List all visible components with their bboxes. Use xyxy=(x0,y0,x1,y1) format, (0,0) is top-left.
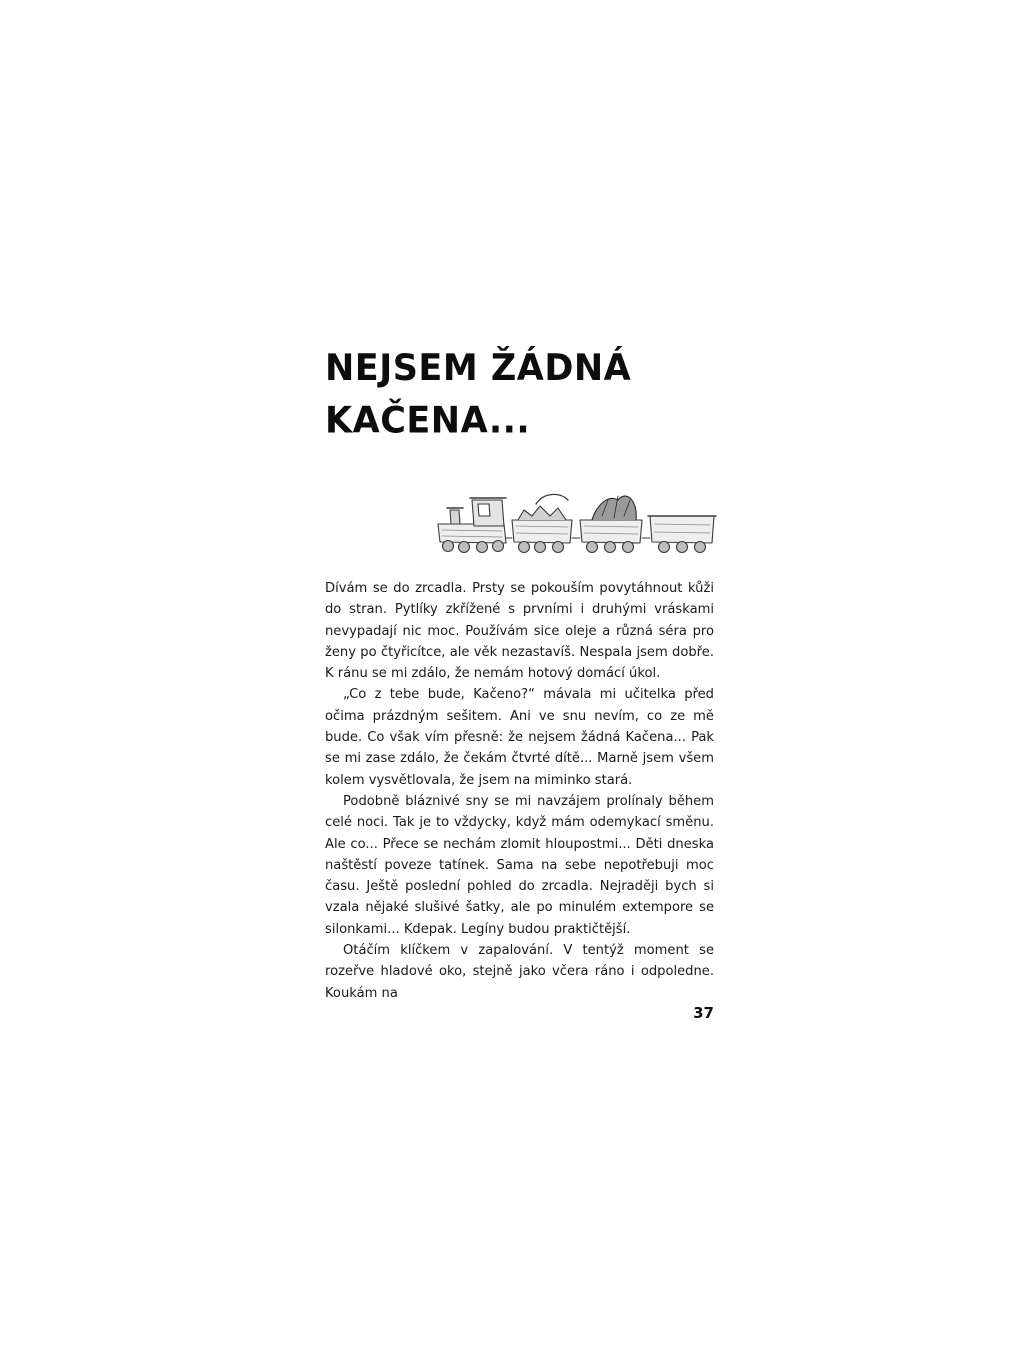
chapter-title-line-2: KAČENA... xyxy=(325,399,531,442)
page-number: 37 xyxy=(693,1004,714,1022)
toy-train-sketch-icon xyxy=(432,486,720,556)
chapter-title-line-1: NEJSEM ŽÁDNÁ xyxy=(325,347,632,390)
paragraph-4: Otáčím klíčkem v zapalování. V tentýž moment se rozeřve hladové oko, stejně jako včera ráno i odpoledne. Koukám na xyxy=(325,943,714,1001)
paragraph-3: Podobně bláznivé sny se mi navzájem prolínaly během celé noci. Tak je to vždycky, když mám odemykací směnu. Ale co... Přece se nechám zlomit hloupostmi... Děti dneska naštěstí poveze tatínek. Sama na sebe nepotřebuji moc času. Ještě poslední pohled do zrcadla. Nejraději bych si vzala nějaké slušivé šatky, ale po minulém extempore se silonkami... Kdepak. Legíny budou praktičtější. xyxy=(325,793,714,937)
chapter-title xyxy=(325,342,725,447)
chapter-body xyxy=(325,578,714,1004)
paragraph-1: Dívám se do zrcadla. Prsty se pokouším povytáhnout kůži do stran. Pytlíky zkřížené s prvními i druhými vráskami nevypadají nic moc. Používám sice oleje a různá séra pro ženy po čtyřicítce, ale věk nezastavíš. Nespala jsem dobře. K ránu se mi zdálo, že nemám hotový domácí úkol. xyxy=(325,581,714,682)
paragraph-2: „Co z tebe bude, Kačeno?“ mávala mi učitelka před očima prázdným sešitem. Ani ve snu nevím, co ze mě bude. Co však vím přesně: že nejsem žádná Kačena... Pak se mi zase zdálo, že čekám čtvrté dítě... Marně jsem všem kolem vysvětlovala, že jsem na miminko stará. xyxy=(325,687,714,788)
